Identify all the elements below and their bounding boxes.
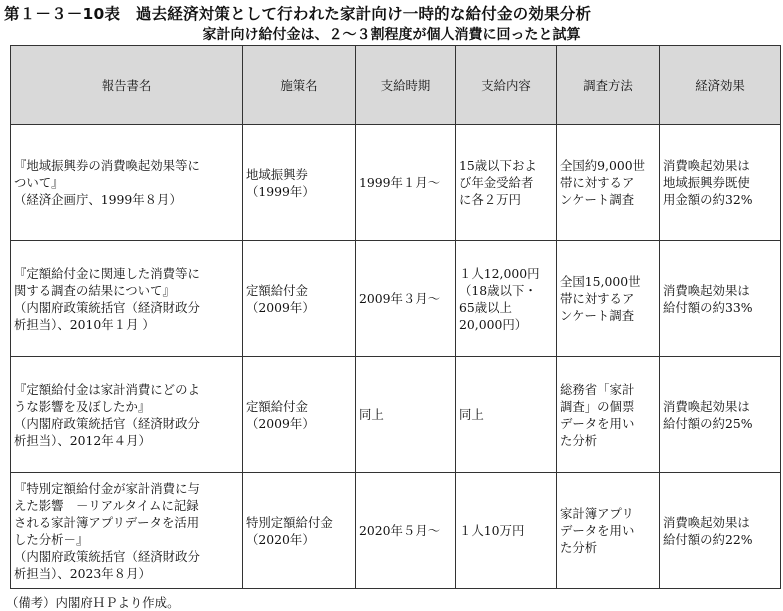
cell-report [11, 357, 243, 473]
cell-content [456, 241, 557, 357]
cell-text-line: ンケート調査 [560, 192, 635, 207]
cell-text-line: （2020年） [246, 531, 315, 547]
cell-text-line: 『地域振興券の消費喚起効果等に [14, 158, 200, 173]
cell-report [11, 241, 243, 357]
cell-text-line: 給付額の約22% [663, 531, 753, 547]
cell-measure [243, 357, 356, 473]
cell-period [356, 357, 456, 473]
cell-text-line: 1999年１月～ [359, 175, 441, 190]
cell-text-line: えた影響 －リアルタイムに記録 [14, 497, 199, 513]
cell-method [557, 357, 660, 473]
cell-text-line: 全国約9,000世 [560, 158, 646, 173]
cell-content [456, 125, 557, 241]
cell-text-line: た分析 [560, 540, 598, 555]
cell-text-line: データを用い [560, 523, 635, 538]
cell-text-line: （18歳以下・ [459, 282, 537, 298]
cell-text-line: 用金額の約32% [663, 192, 753, 207]
table-header-row [11, 46, 781, 125]
cell-text-line: 定額給付金 [246, 398, 308, 414]
cell-text-line: 『定額給付金に関連した消費等に [14, 265, 200, 281]
table-row [11, 125, 781, 241]
cell-text-line: 同上 [359, 407, 384, 422]
cell-text-line: 『定額給付金は家計消費にどのよ [14, 381, 200, 397]
cell-content [456, 473, 557, 589]
cell-text-line: 2009年３月～ [359, 291, 441, 306]
cell-text-line: に各２万円 [459, 192, 521, 207]
cell-text-line: 定額給付金 [246, 282, 308, 298]
cell-text-line: （2009年） [246, 415, 315, 431]
header-method: 調査方法 [557, 46, 660, 125]
cell-content [456, 357, 557, 473]
cell-text-line: 給付額の約25% [663, 415, 753, 431]
cell-text-line: ついて』 [14, 175, 64, 190]
cell-text-line: 析担当）、2023年８月） [14, 565, 151, 581]
cell-effect [660, 241, 781, 357]
cell-period [356, 241, 456, 357]
cell-text-line: （内閣府政策統括官（経済財政分 [14, 415, 200, 431]
table-row [11, 473, 781, 589]
cell-text-line: 析担当）、2012年４月） [14, 432, 151, 448]
cell-text-line: 給付額の約33% [663, 299, 753, 315]
economic-measures-table [10, 45, 781, 589]
cell-text-line: び年金受給者 [459, 175, 534, 190]
cell-text-line: 地域振興券 [246, 166, 308, 182]
cell-text-line: 特別定額給付金 [246, 514, 333, 530]
header-period: 支給時期 [356, 46, 456, 125]
cell-text-line: １人10万円 [459, 523, 525, 538]
cell-text-line: 消費喚起効果は [663, 514, 750, 530]
cell-text-line: 帯に対するア [560, 291, 635, 306]
cell-text-line: １人12,000円 [459, 265, 540, 281]
table-row [11, 357, 781, 473]
cell-measure [243, 125, 356, 241]
cell-text-line: 消費喚起効果は [663, 158, 750, 173]
cell-text-line: 消費喚起効果は [663, 398, 750, 414]
header-effect: 経済効果 [660, 46, 781, 125]
cell-text-line: 地域振興券既使 [663, 175, 750, 190]
cell-text-line: た分析 [560, 432, 598, 448]
cell-text-line: うな影響を及ぼしたか』 [14, 398, 151, 414]
cell-period [356, 473, 456, 589]
header-report: 報告書名 [11, 46, 243, 125]
cell-text-line: （2009年） [246, 299, 315, 315]
cell-text-line: される家計簿アプリデータを活用 [14, 514, 200, 530]
cell-text-line: 2020年５月～ [359, 523, 441, 538]
cell-text-line: （1999年） [246, 183, 315, 199]
cell-text-line: 関する調査の結果について』 [14, 282, 175, 298]
cell-text-line: （内閣府政策統括官（経済財政分 [14, 548, 200, 564]
header-measure: 施策名 [243, 46, 356, 125]
cell-effect [660, 357, 781, 473]
cell-report [11, 473, 243, 589]
cell-text-line: 析担当）、2010年１月 ） [14, 316, 155, 332]
cell-method [557, 241, 660, 357]
table-subtitle: 家計向け給付金は、２～３割程度が個人消費に回ったと試算 [202, 27, 581, 43]
cell-text-line: 消費喚起効果は [663, 282, 750, 298]
cell-report [11, 125, 243, 241]
cell-text-line: ンケート調査 [560, 308, 635, 323]
cell-text-line: 調査」の個票 [560, 398, 635, 414]
cell-text-line: 同上 [459, 407, 484, 422]
header-content: 支給内容 [456, 46, 557, 125]
cell-effect [660, 473, 781, 589]
cell-text-line: 『特別定額給付金が家計消費に与 [14, 480, 200, 496]
cell-measure [243, 241, 356, 357]
cell-effect [660, 125, 781, 241]
cell-period [356, 125, 456, 241]
cell-text-line: 15歳以下およ [459, 158, 537, 173]
cell-text-line: 20,000円） [459, 316, 528, 332]
cell-text-line: （経済企画庁、1999年８月） [14, 192, 182, 207]
cell-text-line: した分析－』 [14, 531, 89, 547]
cell-text-line: 65歳以上 [459, 299, 512, 315]
table-row [11, 241, 781, 357]
cell-text-line: 全国15,000世 [560, 274, 641, 289]
cell-method [557, 473, 660, 589]
cell-text-line: （内閣府政策統括官（経済財政分 [14, 299, 200, 315]
source-note: （備考）内閣府ＨＰより作成。 [6, 595, 180, 610]
cell-text-line: データを用い [560, 415, 635, 431]
cell-measure [243, 473, 356, 589]
cell-text-line: 家計簿アプリ [560, 506, 634, 521]
cell-text-line: 総務省「家計 [560, 381, 635, 397]
cell-text-line: 帯に対するア [560, 175, 635, 190]
table-title: 第１－３－10表 過去経済対策として行われた家計向け一時的な給付金の効果分析 [4, 5, 592, 23]
cell-method [557, 125, 660, 241]
